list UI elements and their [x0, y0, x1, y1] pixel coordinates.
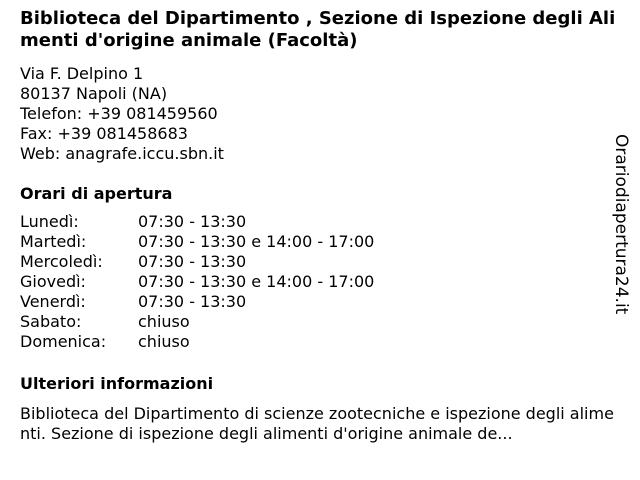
day-hours: 07:30 - 13:30 e 14:00 - 17:00 [138, 272, 375, 291]
hours-row-tuesday [20, 232, 374, 252]
watermark-text: Orariodiapertura24.it [611, 134, 631, 315]
hours-row-sunday [20, 332, 374, 352]
hours-row-saturday [20, 312, 374, 332]
address-block [20, 64, 224, 164]
hours-row-thursday [20, 272, 374, 292]
watermark [611, 134, 631, 315]
day-label: Martedì: [20, 232, 87, 251]
website: Web: anagrafe.iccu.sbn.it [20, 144, 224, 163]
more-info-heading: Ulteriori informazioni [20, 374, 214, 393]
day-label: Mercoledì: [20, 252, 103, 271]
more-info-text: Biblioteca del Dipartimento di scienze zootecniche e ispezione degli alimenti. Sezione di ispezione degli alimenti d'origine animale de... [20, 404, 614, 443]
city-address: 80137 Napoli (NA) [20, 84, 168, 103]
day-hours: 07:30 - 13:30 [138, 212, 247, 231]
hours-row-monday [20, 212, 374, 232]
fax-number: Fax: +39 081458683 [20, 124, 188, 143]
day-label: Domenica: [20, 332, 107, 351]
hours-row-friday [20, 292, 374, 312]
day-label: Giovedì: [20, 272, 86, 291]
page-title: Biblioteca del Dipartimento , Sezione di Ispezione degli Alimenti d'origine animale (Facoltà) [20, 8, 616, 51]
street-address: Via F. Delpino 1 [20, 64, 144, 83]
phone-number: Telefon: +39 081459560 [20, 104, 218, 123]
day-hours: chiuso [138, 332, 190, 351]
day-hours: 07:30 - 13:30 e 14:00 - 17:00 [138, 232, 375, 251]
day-hours: 07:30 - 13:30 [138, 252, 247, 271]
hours-row-wednesday [20, 252, 374, 272]
day-label: Venerdì: [20, 292, 86, 311]
day-hours: 07:30 - 13:30 [138, 292, 247, 311]
day-label: Sabato: [20, 312, 82, 331]
day-hours: chiuso [138, 312, 190, 331]
opening-hours-heading: Orari di apertura [20, 184, 173, 203]
opening-hours-table [20, 212, 374, 352]
day-label: Lunedì: [20, 212, 79, 231]
